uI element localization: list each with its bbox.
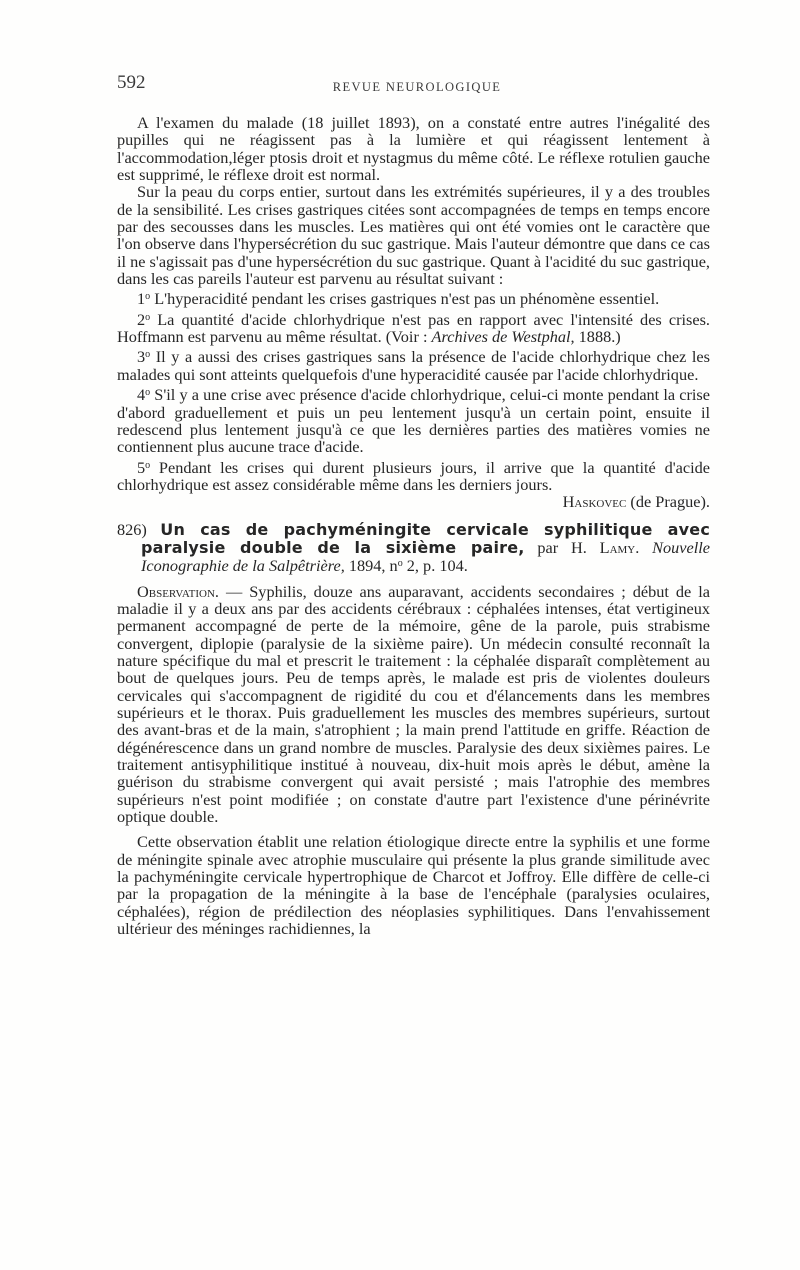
article-journal: Nouvelle Iconographie de la Salpêtrière, [141,537,710,575]
result-item-1: 1$^o$ L'hyperacidité pendant les crises gastriques n'est pas un phénomène essentiel. [137,289,660,309]
result-item-4: 4$^o$ S'il y a une crise avec présence d'acide chlorhydrique, celui-ci monte pendant la crise d'abord graduellement et puis un peu lentement jusqu'à un certain point, ensuite il redescend plus lentement jusqu'à ce que les dernières parties des matières vomies ne contiennent plus aucune trace d'acide. [117,385,710,457]
intro-paragraph-1: A l'examen du malade (18 juillet 1893), on a constaté entre autres l'inégalité des pupilles qui ne réagissent pas à la lumière et qui réagissent lentement à l'accommodation,léger ptosis droit et nystagmus du même côté. Le réflexe rotulien gauche est supprimé, le réflexe droit est normal. [117,113,710,185]
page-header [117,72,717,102]
conclusion-paragraph: Cette observation établit une relation étiologique directe entre la syphilis et une forme de méningite spinale avec atrophie musculaire qui présente la plus grande similitude avec la pachyméningite cervicale hypertrophique de Charcot et Joffroy. Elle diffère de celle-ci par la propagation de la méningite à la base de l'encéphale (paralysies oculaires, céphalées), région de prédilection des néoplasies syphilitiques. Dans l'envahissement ultérieur des méninges rachidiennes, la [117,832,710,939]
page-body [117,114,710,937]
result-item-3: 3$^o$ Il y a aussi des crises gastriques sans la présence de l'acide chlorhydrique chez les malades qui sont atteints quelquefois d'une hyperacidité causée par l'acide chlorhydrique. [117,347,710,384]
article-title: Un cas de pachyméningite cervicale syphilitique avec paralysie double de la sixième paire, [141,519,711,557]
article-heading: 826) Un cas de pachyméningite cervicale syphilitique avec paralysie double de la sixième paire, par H. Lamy. Nouvelle Iconographie de la Salpêtrière, 1894, $n^o$ 2, p. 104. [117,519,711,575]
intro-paragraph-2: Sur la peau du corps entier, surtout dans les extrémités supérieures, il y a des troubles de la sensibilité. Les crises gastriques citées sont accompagnées de temps en temps encore par des secousses dans les muscles. Les matières qui ont été vomies ont le caractère que l'on observe dans l'hypersécrétion du suc gastrique. Mais l'auteur démontre que dans ce cas il ne s'agissait pas d'une hypersécrétion du suc gastrique. Quant à l'acidité du suc gastrique, dans les cas pareils l'auteur est parvenu au résultat suivant : [117,182,710,289]
result-item-5: 5$^o$ Pendant les crises qui durent plusieurs jours, il arrive que la quantité d'acide chlorhydrique est assez considérable même dans les derniers jours. [117,457,710,494]
author-signature: Haskovec (de Prague). [562,492,710,512]
page-number: 592 [117,72,146,93]
article-author: Lamy [599,537,636,557]
result-item-2: 2$^o$ La quantité d'acide chlorhydrique n'est pas en rapport avec l'intensité des crises. Hoffmann est parvenu au même résultat. (Voir : Archives de Westphal, 1888.) [117,309,710,347]
article-number: 826) [117,519,147,539]
journal-reference: Archives de Westphal, [431,327,575,347]
running-title: REVUE NEUROLOGIQUE [332,80,502,94]
observation-label: Observation. [137,581,219,601]
observation-paragraph: Observation. — Syphilis, douze ans auparavant, accidents secondaires ; début de la maladie il y a deux ans par des accidents cérébraux : céphalées intenses, état vertigineux permanent accompagné de perte de la mémoire, gêne de la parole, puis strabisme convergent, diplopie (paralysie de la sixième paire). Un médecin consulté reconnaît la nature spécifique du mal et prescrit le traitement : la céphalée disparaît complètement au bout de quelques jours. Peu de temps après, le malade est pris de violentes douleurs cervicales qui s'accompagnent de rigidité du cou et d'élancements dans les membres supérieurs et le thorax. Puis graduellement les muscles des membres supérieurs, surtout des avant-bras et de la main, s'atrophient ; la main prend l'attitude en griffe. Réaction de dégénérescence dans un grand nombre de muscles. Paralysie des deux sixièmes paires. Le traitement antisyphilitique institué à nouveau, dix-huit mois après le début, amène la guérison du strabisme convergent qui avait persisté ; mais l'atrophie des membres supérieurs n'est point modifiée ; on constate d'autre part l'existence d'une périnévrite optique double. [117,581,710,827]
